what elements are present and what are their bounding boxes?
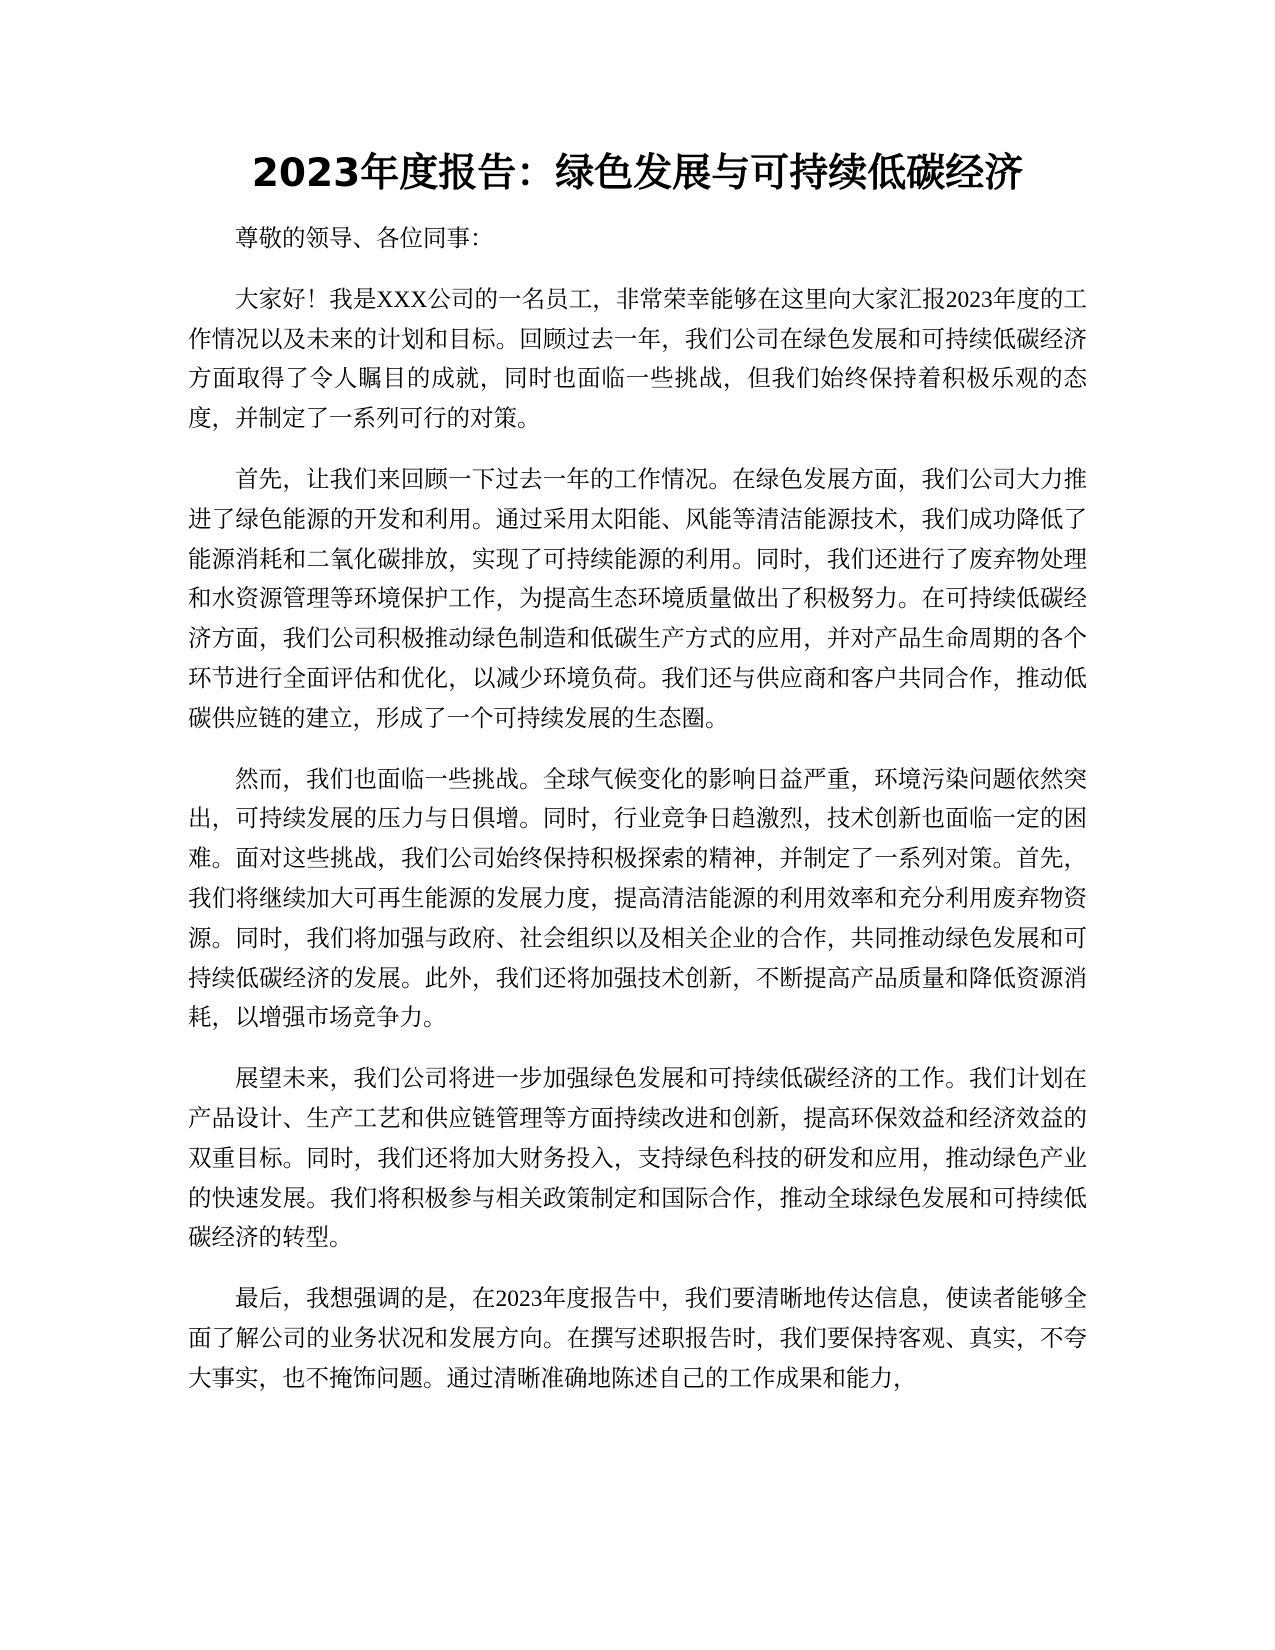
body-paragraph: 展望未来，我们公司将进一步加强绿色发展和可持续低碳经济的工作。我们计划在产品设计、生产工艺和供应链管理等方面持续改进和创新，提高环保效益和经济效益的双重目标。同时，我们还将加大财务投入，支持绿色科技的研发和应用，推动绿色产业的快速发展。我们将积极参与相关政策制定和国际合作，推动全球绿色发展和可持续低碳经济的转型。 — [188, 1066, 1087, 1252]
body-paragraph: 最后，我想强调的是，在2023年度报告中，我们要清晰地传达信息，使读者能够全面了解公司的业务状况和发展方向。在撰写述职报告时，我们要保持客观、真实，不夸大事实，也不掩饰问题。通过清晰准确地陈述自己的工作成果和能力， — [188, 1286, 1087, 1392]
salutation-paragraph: 尊敬的领导、各位同事： — [235, 226, 494, 252]
document-body — [188, 220, 1087, 1421]
document-title: 2023年度报告：绿色发展与可持续低碳经济 — [251, 151, 1024, 196]
body-paragraph: 然而，我们也面临一些挑战。全球气候变化的影响日益严重，环境污染问题依然突出，可持续发展的压力与日俱增。同时，行业竞争日趋激烈，技术创新也面临一定的困难。面对这些挑战，我们公司始终保持积极探索的精神，并制定了一系列对策。首先，我们将继续加大可再生能源的发展力度，提高清洁能源的利用效率和充分利用废弃物资源。同时，我们将加强与政府、社会组织以及相关企业的合作，共同推动绿色发展和可持续低碳经济的发展。此外，我们还将加强技术创新，不断提高产品质量和降低资源消耗，以增强市场竞争力。 — [188, 766, 1087, 1032]
body-paragraph: 大家好！我是XXX公司的一名员工，非常荣幸能够在这里向大家汇报2023年度的工作情况以及未来的计划和目标。回顾过去一年，我们公司在绿色发展和可持续低碳经济方面取得了令人瞩目的成就，同时也面临一些挑战，但我们始终保持着积极乐观的态度，并制定了一系列可行的对策。 — [188, 286, 1087, 433]
body-paragraph: 首先，让我们来回顾一下过去一年的工作情况。在绿色发展方面，我们公司大力推进了绿色能源的开发和利用。通过采用太阳能、风能等清洁能源技术，我们成功降低了能源消耗和二氧化碳排放，实现了可持续能源的利用。同时，我们还进行了废弃物处理和水资源管理等环境保护工作，为提高生态环境质量做出了积极努力。在可持续低碳经济方面，我们公司积极推动绿色制造和低碳生产方式的应用，并对产品生命周期的各个环节进行全面评估和优化，以减少环境负荷。我们还与供应商和客户共同合作，推动低碳供应链的建立，形成了一个可持续发展的生态圈。 — [188, 466, 1087, 732]
